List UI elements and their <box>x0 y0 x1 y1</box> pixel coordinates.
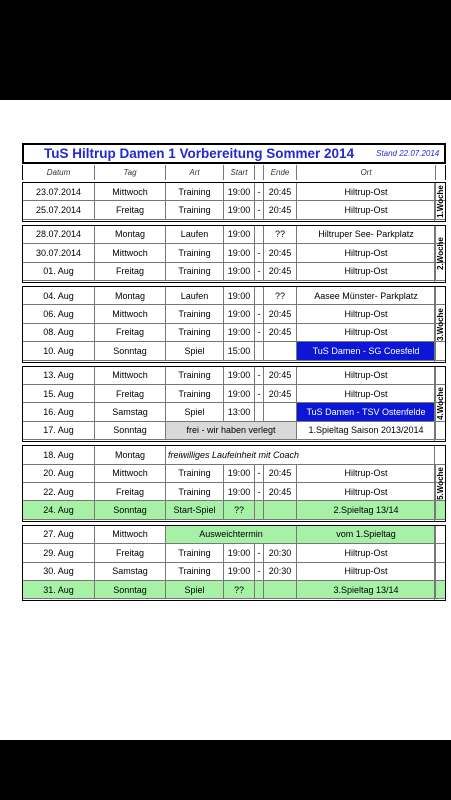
cell-tag: Mittwoch <box>95 367 166 384</box>
cell-datum: 04. Aug <box>23 287 95 304</box>
cell-tag: Mittwoch <box>95 244 166 261</box>
cell-ende <box>264 581 297 598</box>
cell-start: 19:00 <box>224 465 255 482</box>
cell-ende: 20:45 <box>264 201 297 218</box>
week-label-column <box>434 287 445 362</box>
cell-dash: - <box>255 201 264 218</box>
cell-ende: 20:45 <box>264 263 297 280</box>
header-art: Art <box>166 165 224 180</box>
cell-dash: - <box>255 183 264 200</box>
cell-tag: Freitag <box>95 483 166 500</box>
week-label: 3.Woche <box>435 307 445 341</box>
cell-art: Training <box>166 183 224 200</box>
cell-start: ?? <box>224 581 255 598</box>
cell-ort: Hiltrup-Ost <box>297 263 436 280</box>
table-row <box>23 385 445 403</box>
cell-art: Spiel <box>166 403 224 420</box>
document-page <box>0 100 451 740</box>
week-label-column <box>434 526 445 601</box>
cell-ende: 20:45 <box>264 465 297 482</box>
cell-ort: Hiltrup-Ost <box>297 183 436 200</box>
cell-tag: Mittwoch <box>95 526 166 543</box>
cell-datum: 10. Aug <box>23 342 95 359</box>
cell-tag: Freitag <box>95 385 166 402</box>
cell-tag: Samstag <box>95 563 166 580</box>
cell-ende: ?? <box>264 226 297 243</box>
week-label-column <box>434 226 445 282</box>
cell-ort: Hiltrup-Ost <box>297 483 436 500</box>
cell-start: 19:00 <box>224 244 255 261</box>
cell-datum: 20. Aug <box>23 465 95 482</box>
cell-dash: - <box>255 305 264 322</box>
cell-datum: 17. Aug <box>23 422 95 439</box>
table-row <box>23 403 445 421</box>
cell-art: Training <box>166 263 224 280</box>
cell-start: 19:00 <box>224 287 255 304</box>
header-ort: Ort <box>297 165 436 180</box>
table-row <box>23 563 445 581</box>
cell-dash: - <box>255 544 264 561</box>
cell-art: Spiel <box>166 581 224 598</box>
cell-dash: - <box>255 367 264 384</box>
cell-art: Laufen <box>166 287 224 304</box>
cell-tag: Mittwoch <box>95 305 166 322</box>
table-row <box>23 201 445 219</box>
cell-ort: Hiltrup-Ost <box>297 244 436 261</box>
cell-ort: Hiltrup-Ost <box>297 324 436 341</box>
cell-ende: 20:45 <box>264 385 297 402</box>
cell-ende: ?? <box>264 287 297 304</box>
cell-ort: 3.Spieltag 13/14 <box>297 581 436 598</box>
cell-ende: 20:30 <box>264 544 297 561</box>
cell-datum: 28.07.2014 <box>23 226 95 243</box>
header-start: Start <box>224 165 255 180</box>
cell-start: 19:00 <box>224 483 255 500</box>
week-label: 1.Woche <box>435 185 445 219</box>
cell-ort: TuS Damen - TSV Ostenfelde <box>297 403 436 420</box>
cell-tag: Montag <box>95 446 166 463</box>
table-row <box>23 483 445 501</box>
cell-datum: 15. Aug <box>23 385 95 402</box>
week-label: 5.Woche <box>435 467 445 500</box>
header-ende: Ende <box>264 165 297 180</box>
cell-ort: 1.Spieltag Saison 2013/2014 <box>297 422 436 439</box>
cell-start: 19:00 <box>224 385 255 402</box>
week-label-column <box>434 367 445 442</box>
cell-tag: Freitag <box>95 324 166 341</box>
cell-dash <box>255 287 264 304</box>
cell-start: 19:00 <box>224 201 255 218</box>
cell-start: 19:00 <box>224 226 255 243</box>
week-label-column <box>434 183 445 221</box>
cell-ende <box>264 501 297 518</box>
cell-ende <box>264 403 297 420</box>
table-row <box>23 183 445 201</box>
cell-ort: Hiltrup-Ost <box>297 465 436 482</box>
header-spacer <box>255 165 264 180</box>
cell-datum: 08. Aug <box>23 324 95 341</box>
cell-art: Training <box>166 305 224 322</box>
week-block <box>22 225 446 283</box>
table-row <box>23 501 445 519</box>
cell-art: Start-Spiel <box>166 501 224 518</box>
cell-note: freiwilliges Laufeinheit mit Coach <box>168 449 300 460</box>
table-row <box>23 263 445 281</box>
cell-ort: 2.Spieltag 13/14 <box>297 501 436 518</box>
cell-datum: 01. Aug <box>23 263 95 280</box>
cell-datum: 16. Aug <box>23 403 95 420</box>
cell-tag: Mittwoch <box>95 183 166 200</box>
cell-datum: 18. Aug <box>23 446 95 463</box>
cell-datum: 22. Aug <box>23 483 95 500</box>
header-tag: Tag <box>95 165 166 180</box>
cell-dash: - <box>255 385 264 402</box>
cell-datum: 23.07.2014 <box>23 183 95 200</box>
cell-ort: Hiltrup-Ost <box>297 305 436 322</box>
cell-datum: 31. Aug <box>23 581 95 598</box>
table-row <box>23 526 445 544</box>
cell-ort: Hiltruper See- Parkplatz <box>297 226 436 243</box>
cell-art: Training <box>166 385 224 402</box>
table-row <box>23 367 445 385</box>
cell-start: 19:00 <box>224 563 255 580</box>
cell-ort: vom 1.Spieltag <box>297 526 436 543</box>
cell-datum: 30.07.2014 <box>23 244 95 261</box>
cell-start: 19:00 <box>224 263 255 280</box>
cell-ende <box>264 342 297 359</box>
cell-ende: 20:45 <box>264 483 297 500</box>
cell-start: 19:00 <box>224 367 255 384</box>
stand-date: Stand 22.07.2014 <box>376 149 440 158</box>
cell-tag: Sonntag <box>95 581 166 598</box>
week-block <box>22 366 446 443</box>
cell-art: Training <box>166 483 224 500</box>
cell-tag: Sonntag <box>95 501 166 518</box>
cell-datum: 30. Aug <box>23 563 95 580</box>
cell-dash <box>255 342 264 359</box>
table-row <box>23 581 445 599</box>
cell-tag: Mittwoch <box>95 465 166 482</box>
cell-dash: - <box>255 465 264 482</box>
table-row <box>23 544 445 562</box>
cell-start: 19:00 <box>224 544 255 561</box>
cell-start: 19:00 <box>224 305 255 322</box>
cell-datum: 27. Aug <box>23 526 95 543</box>
header-datum: Datum <box>23 165 95 180</box>
table-row <box>23 422 445 440</box>
cell-dash <box>255 226 264 243</box>
cell-art: Training <box>166 367 224 384</box>
cell-ort: Aasee Münster- Parkplatz <box>297 287 436 304</box>
cell-ort: TuS Damen - SG Coesfeld <box>297 342 436 359</box>
table-row <box>23 244 445 262</box>
cell-dash <box>255 581 264 598</box>
table-header <box>22 165 446 180</box>
cell-art: Training <box>166 324 224 341</box>
cell-span: frei - wir haben verlegt <box>166 422 297 439</box>
cell-tag: Sonntag <box>95 342 166 359</box>
cell-ort: Hiltrup-Ost <box>297 544 436 561</box>
cell-span: Ausweichtermin <box>166 526 297 543</box>
cell-start: 13:00 <box>224 403 255 420</box>
cell-datum: 24. Aug <box>23 501 95 518</box>
cell-ende: 20:45 <box>264 367 297 384</box>
cell-ende: 20:45 <box>264 244 297 261</box>
cell-ende: 20:45 <box>264 324 297 341</box>
cell-ende: 20:45 <box>264 305 297 322</box>
cell-start: 15:00 <box>224 342 255 359</box>
week-label: 2.Woche <box>435 237 445 271</box>
table-row <box>23 465 445 483</box>
cell-tag: Freitag <box>95 544 166 561</box>
cell-ort: Hiltrup-Ost <box>297 367 436 384</box>
cell-dash <box>255 403 264 420</box>
table-row <box>23 226 445 244</box>
cell-art: Training <box>166 465 224 482</box>
cell-dash: - <box>255 244 264 261</box>
week-label-column <box>434 446 445 521</box>
cell-datum: 06. Aug <box>23 305 95 322</box>
cell-ort: Hiltrup-Ost <box>297 563 436 580</box>
cell-dash <box>255 501 264 518</box>
cell-datum: 25.07.2014 <box>23 201 95 218</box>
cell-art: Training <box>166 201 224 218</box>
week-block <box>22 286 446 363</box>
cell-tag: Samstag <box>95 403 166 420</box>
schedule-sheet <box>22 143 446 663</box>
schedule-title: TuS Hiltrup Damen 1 Vorbereitung Sommer 2014 <box>44 146 355 161</box>
cell-ende: 20:30 <box>264 563 297 580</box>
cell-art: Training <box>166 544 224 561</box>
cell-dash: - <box>255 324 264 341</box>
week-block <box>22 445 446 522</box>
cell-dash: - <box>255 483 264 500</box>
table-row <box>23 305 445 323</box>
table-row <box>23 287 445 305</box>
cell-ort: Hiltrup-Ost <box>297 201 436 218</box>
cell-tag: Freitag <box>95 263 166 280</box>
cell-tag: Sonntag <box>95 422 166 439</box>
cell-art: Laufen <box>166 226 224 243</box>
cell-start: ?? <box>224 501 255 518</box>
cell-start: 19:00 <box>224 324 255 341</box>
cell-tag: Freitag <box>95 201 166 218</box>
table-row <box>23 342 445 360</box>
cell-ort: Hiltrup-Ost <box>297 385 436 402</box>
cell-tag: Montag <box>95 226 166 243</box>
week-block <box>22 182 446 222</box>
cell-tag: Montag <box>95 287 166 304</box>
cell-art: Training <box>166 563 224 580</box>
cell-start: 19:00 <box>224 183 255 200</box>
cell-art: Training <box>166 244 224 261</box>
cell-datum: 29. Aug <box>23 544 95 561</box>
cell-dash: - <box>255 563 264 580</box>
table-row <box>23 446 445 464</box>
cell-art: Spiel <box>166 342 224 359</box>
cell-ende: 20:45 <box>264 183 297 200</box>
week-label: 4.Woche <box>435 387 445 421</box>
title-row <box>22 143 446 164</box>
table-row <box>23 324 445 342</box>
week-block <box>22 525 446 602</box>
cell-dash: - <box>255 263 264 280</box>
cell-datum: 13. Aug <box>23 367 95 384</box>
